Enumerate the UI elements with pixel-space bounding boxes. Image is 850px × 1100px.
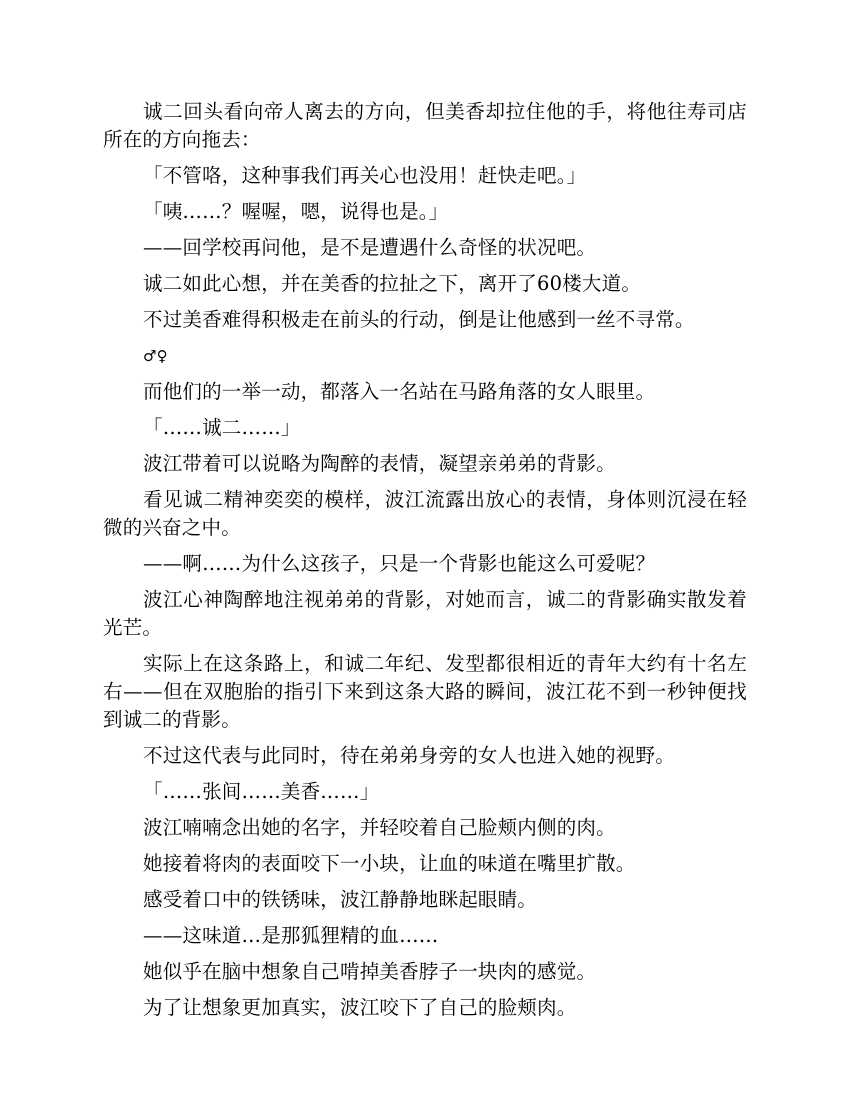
paragraph: ——这味道…是那狐狸精的血…… [143,924,439,947]
paragraph: 「……诚二……」 [143,416,301,439]
paragraph: 她接着将肉的表面咬下一小块，让血的味道在嘴里扩散。 [143,852,636,875]
paragraph: 实际上在这条路上，和诚二年纪、发型都很相近的青年大约有十名左右——但在双胞胎的指引下来到这条大路的瞬间，波江花不到一秒钟便找到诚二的背影。 [103,652,747,731]
paragraph: 诚二如此心想，并在美香的拉扯之下，离开了60楼大道。 [143,272,642,295]
paragraph: 为了让想象更加真实，波江咬下了自己的脸颊肉。 [143,996,577,1019]
paragraph: 而他们的一举一动，都落入一名站在马路角落的女人眼里。 [143,380,656,403]
paragraph: 波江心神陶醉地注视弟弟的背影，对她而言，诚二的背影确实散发着光芒。 [103,588,747,639]
paragraph: 感受着口中的铁锈味，波江静静地眯起眼睛。 [143,888,538,911]
paragraph: 看见诚二精神奕奕的模样，波江流露出放心的表情，身体则沉浸在轻微的兴奋之中。 [103,488,747,539]
body-text [103,98,747,1030]
paragraph: 不过这代表与此同时，待在弟弟身旁的女人也进入她的视野。 [143,744,675,767]
paragraph: 不过美香难得积极走在前头的行动，倒是让他感到一丝不寻常。 [143,308,695,331]
paragraph: 她似乎在脑中想象自己啃掉美香脖子一块肉的感觉。 [143,960,597,983]
scene-break-symbol: ♂♀ [143,347,168,365]
paragraph: 「咦……？喔喔，嗯，说得也是。」 [143,200,449,223]
paragraph: ——回学校再问他，是不是遭遇什么奇怪的状况吧。 [143,236,597,259]
paragraph: 波江带着可以说略为陶醉的表情，凝望亲弟弟的背影。 [143,452,616,475]
paragraph: 诚二回头看向帝人离去的方向，但美香却拉住他的手，将他往寿司店所在的方向拖去： [103,100,747,151]
paragraph: ——啊……为什么这孩子，只是一个背影也能这么可爱呢？ [143,552,656,575]
paragraph: 波江喃喃念出她的名字，并轻咬着自己脸颊内侧的肉。 [143,816,616,839]
paragraph: 「不管咯，这种事我们再关心也没用！赶快走吧。」 [143,164,587,187]
paragraph: 「……张间……美香……」 [143,780,380,803]
